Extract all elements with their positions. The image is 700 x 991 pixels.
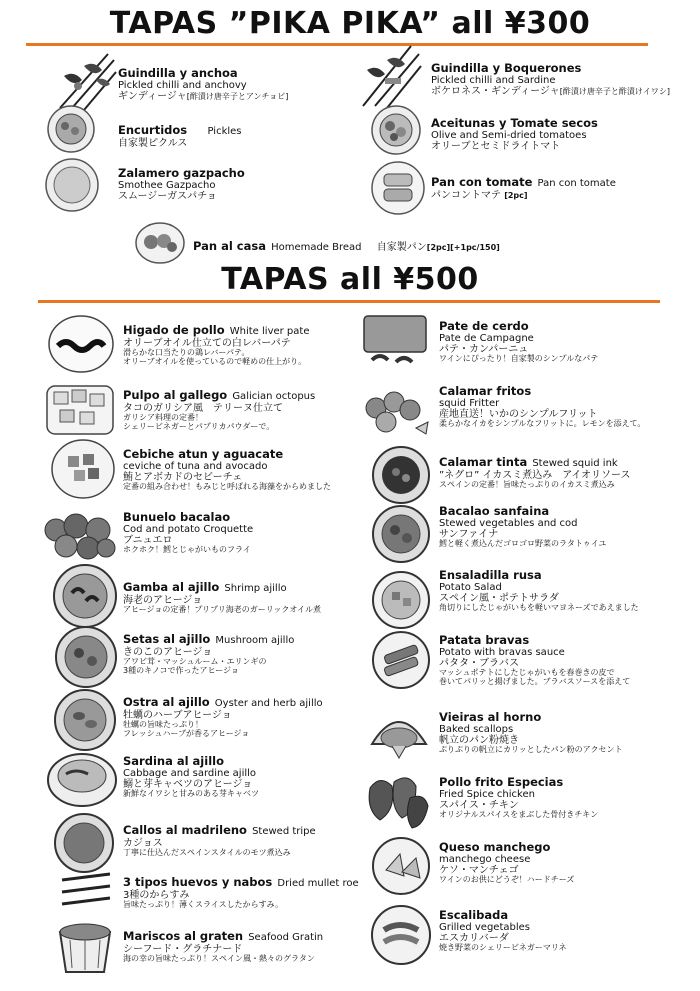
item-english: Stewed vegetables and cod	[439, 517, 578, 529]
item-description: 柔らかなイカをシンプルなフリットに。レモンを添えて。	[439, 419, 646, 429]
item-description: ガリシア料理の定番！	[123, 413, 203, 423]
item-description: オリーブオイルを使っているので軽めの仕上がり。	[123, 357, 307, 367]
item-description: フレッシュハーブが香るアヒージョ	[123, 729, 250, 739]
item-english: Stewed tripe	[252, 826, 316, 837]
item-name: Patata bravas	[439, 633, 530, 647]
orange-divider-main	[38, 300, 660, 303]
item-name: Higado de pollo	[123, 323, 225, 337]
item-description: オリジナルスパイスをまぶした骨付きチキン	[439, 810, 599, 820]
item-english: Fried Spice chicken	[439, 788, 535, 800]
item-name: Pan con tomate	[431, 175, 533, 189]
item-name: 3 tipos huevos y nabos	[123, 875, 273, 889]
item-japanese: きのこのアヒージョ	[123, 646, 213, 658]
item-name: Escalibada	[439, 908, 509, 922]
item-japanese: サンファイナ	[439, 529, 499, 541]
fried-squid-illustration	[358, 382, 434, 442]
patata-bravas-plate-illustration	[370, 630, 432, 690]
olives-tomato-bowl-illustration	[370, 104, 422, 156]
item-name: Setas al ajillo	[123, 632, 211, 646]
orange-divider-top	[26, 43, 648, 46]
croquettes-illustration	[42, 506, 118, 562]
item-description: 海の幸の旨味たっぷり！スペイン風・熱々のグラタン	[123, 954, 315, 964]
item-english: Mushroom ajillo	[215, 635, 295, 646]
item-description: 滑らかな口当たりの鶏レバーパテ。	[123, 348, 250, 358]
item-japanese: エスカリバーダ	[439, 933, 509, 945]
item-name: Aceitunas y Tomate secos	[431, 116, 598, 130]
item-english: Cod and potato Croquette	[123, 523, 254, 535]
item-japanese: 帆立のパン粉焼き	[439, 735, 519, 747]
item-name: Calamar tinta	[439, 455, 528, 469]
item-description: マッシュポテトにしたじゃがいもを春巻きの皮で	[439, 668, 615, 678]
item-japanese: オリーブオイル仕立ての白レバーパテ	[123, 337, 291, 349]
item-english: White liver pate	[229, 326, 310, 337]
section-title-tapas-500: TAPAS all ¥500	[221, 262, 479, 297]
item-name: Guindilla y anchoa	[118, 66, 238, 80]
item-name: Gamba al ajillo	[123, 580, 220, 594]
item-name: Sardina al ajillo	[123, 754, 224, 768]
item-name: Callos al madrileno	[123, 823, 247, 837]
tripe-stew-bowl-illustration	[52, 812, 116, 874]
cod-sanfaina-bowl-illustration	[370, 504, 432, 564]
manchego-cheese-plate-illustration	[370, 836, 432, 896]
shrimp-ajillo-pan-illustration	[52, 563, 118, 629]
squid-ink-stew-illustration	[370, 445, 432, 505]
item-name: Queso manchego	[439, 840, 551, 854]
item-name: Pate de cerdo	[439, 319, 529, 333]
item-name: Cebiche atun y aguacate	[123, 447, 284, 461]
item-japanese: タコのガリシア風 テリーヌ仕立て	[123, 402, 283, 414]
item-english: squid Fritter	[439, 397, 500, 409]
item-english: Pickled chilli and anchovy	[118, 79, 247, 91]
item-description: 焼き野菜のシェリービネガーマリネ	[439, 943, 567, 953]
bread-plate-illustration	[134, 220, 186, 266]
sardine-ajillo-pot-illustration	[44, 748, 120, 808]
item-description: 定番の組み合わせ！もみじと呼ばれる海藻をからめました	[123, 482, 331, 492]
item-japanese: 海老のアヒージョ	[123, 594, 203, 606]
item-japanese: スムージーガスパチョ	[118, 191, 217, 203]
oyster-ajillo-pan-illustration	[52, 688, 118, 752]
item-english: Homemade Bread	[271, 242, 362, 253]
item-name: Encurtidos	[118, 123, 188, 137]
section-title-pika-pika: TAPAS ”PIKA PIKA” all ¥300	[109, 6, 591, 41]
item-japanese: 3種のからすみ	[123, 889, 190, 901]
item-japanese: 自家製ピクルス	[118, 137, 188, 149]
item-japanese: オリーブとセミドライトマト	[431, 141, 561, 153]
item-name: Bunuelo bacalao	[123, 510, 231, 524]
item-japanese: スパイス・チキン	[439, 800, 519, 812]
item-japanese: カジョス	[123, 837, 163, 849]
item-english: Grilled vegetables	[439, 921, 530, 933]
item-name: Pan al casa	[193, 239, 266, 253]
item-japanese: ”ネグロ” イカスミ煮込み アイオリソース	[439, 469, 631, 481]
item-english: manchego cheese	[439, 853, 531, 865]
fried-chicken-illustration	[360, 768, 436, 838]
item-description: アヒージョの定番！プリプリ海老のガーリックオイル煮	[123, 605, 321, 615]
mushroom-ajillo-pan-illustration	[54, 625, 118, 689]
item-note: [酢漬け唐辛子とアンチョビ]	[186, 92, 289, 102]
grilled-vegetables-plate-illustration	[370, 904, 432, 966]
item-description: 巻いてパリッと揚げました。ブラバスソースを添えて	[439, 677, 631, 687]
item-japanese: 牡蠣のハーブアヒージョ	[123, 709, 232, 721]
item-english: Dried mullet roe	[277, 878, 359, 889]
item-english: Cabbage and sardine ajillo	[123, 767, 257, 779]
potato-salad-bowl-illustration	[370, 570, 432, 630]
item-description: ぷりぷりの帆立にカリッとしたパン粉のアクセント	[439, 745, 623, 755]
baked-scallop-shell-illustration	[366, 704, 432, 764]
item-name: Ostra al ajillo	[123, 695, 210, 709]
item-description: 新鮮なイワシと甘みのある芽キャベツ	[123, 789, 259, 799]
item-english: Pickled chilli and Sardine	[431, 74, 556, 86]
item-english: Pan con tomate	[537, 178, 616, 189]
item-english: Pickles	[207, 126, 242, 137]
item-description: ワインにぴったり！自家製のシンプルなパテ	[439, 354, 599, 364]
octopus-plate-illustration	[44, 380, 116, 440]
item-name: Bacalao sanfaina	[439, 504, 550, 518]
item-description: 3種のキノコで作ったアヒージョ	[123, 666, 239, 676]
item-japanese: スペイン風・ポテトサラダ	[439, 593, 559, 605]
item-description: 旨味たっぷり！薄くスライスしたからすみ。	[123, 900, 284, 910]
item-english: Potato with bravas sauce	[439, 646, 565, 658]
item-description: シェリービネガーとパプリカパウダーで。	[123, 422, 275, 432]
item-description: 丁寧に仕込んだスペインスタイルのモツ煮込み	[123, 848, 291, 858]
item-japanese: ギンディージャ	[118, 91, 187, 103]
seafood-gratin-cup-illustration	[54, 918, 116, 976]
item-note: [酢漬け唐辛子と酢漬けイワシ]	[559, 87, 670, 97]
item-english: Olive and Semi-dried tomatoes	[431, 129, 587, 141]
item-english: Smothee Gazpacho	[118, 179, 216, 191]
item-english: Seafood Gratin	[248, 932, 324, 943]
skewer-sardine-illustration	[355, 42, 423, 110]
item-note: [2pc][+1pc/150]	[426, 243, 500, 252]
item-japanese: ブニュエロ	[123, 535, 173, 547]
item-english: Baked scallops	[439, 723, 514, 735]
item-description: ワインのお供にどうぞ！ハードチーズ	[439, 875, 575, 885]
pan-con-tomate-plate-illustration	[370, 160, 426, 216]
item-english: Shrimp ajillo	[224, 583, 287, 594]
item-description: スペインの定番！旨味たっぷりのイカスミ煮込み	[439, 480, 615, 490]
item-name: Zalamero gazpacho	[118, 166, 245, 180]
item-japanese: ボケロネス・ギンディージャ	[431, 86, 560, 98]
item-english: Stewed squid ink	[532, 458, 618, 469]
item-description: 牡蠣の旨味たっぷり！	[123, 720, 203, 730]
item-name: Ensaladilla rusa	[439, 568, 542, 582]
item-description: アワビ茸・マッシュルーム・エリンギの	[123, 657, 267, 667]
item-japanese: ケソ・マンチェゴ	[439, 865, 519, 877]
liver-pate-illustration	[46, 310, 116, 376]
item-name: Vieiras al horno	[439, 710, 542, 724]
item-japanese: パンコントマテ	[431, 189, 501, 201]
item-description: 鱈と軽く煮込んだゴロゴロ野菜のラタトゥイユ	[439, 539, 607, 549]
item-japanese: シーフード・グラチナード	[123, 943, 243, 955]
mullet-roe-plate-illustration	[56, 868, 116, 918]
pate-campagne-illustration	[358, 310, 434, 372]
item-japanese: パテ・カンパーニュ	[439, 344, 529, 356]
item-japanese: 産地直送！いかのシンプルフリット	[439, 409, 598, 421]
item-english: Pate de Campagne	[439, 332, 534, 344]
item-english: Galician octopus	[232, 391, 316, 402]
ceviche-bowl-illustration	[50, 438, 116, 500]
item-english: Potato Salad	[439, 581, 502, 593]
item-japanese: 鰯と芽キャベツのアヒージョ	[123, 779, 253, 791]
item-name: Pollo frito Especias	[439, 775, 564, 789]
item-description: 角切りにしたじゃがいもを軽いマヨネーズであえました	[439, 603, 639, 613]
item-description: ホクホク！鱈とじゃがいものフライ	[123, 545, 251, 555]
item-japanese: 自家製パン	[376, 242, 427, 253]
item-japanese: パタタ・ブラバス	[439, 658, 519, 670]
item-name: Mariscos al graten	[123, 929, 244, 943]
item-name: Guindilla y Boquerones	[431, 61, 582, 75]
item-name: Pulpo al gallego	[123, 388, 228, 402]
gazpacho-bowl-illustration	[44, 157, 100, 213]
item-japanese: 鮪とアボカドのセビーチェ	[123, 472, 243, 484]
item-note: [2pc]	[504, 190, 528, 200]
item-english: Oyster and herb ajillo	[214, 698, 323, 709]
item-name: Calamar fritos	[439, 384, 532, 398]
item-english: ceviche of tuna and avocado	[123, 460, 268, 472]
pickles-bowl-illustration	[46, 104, 96, 154]
